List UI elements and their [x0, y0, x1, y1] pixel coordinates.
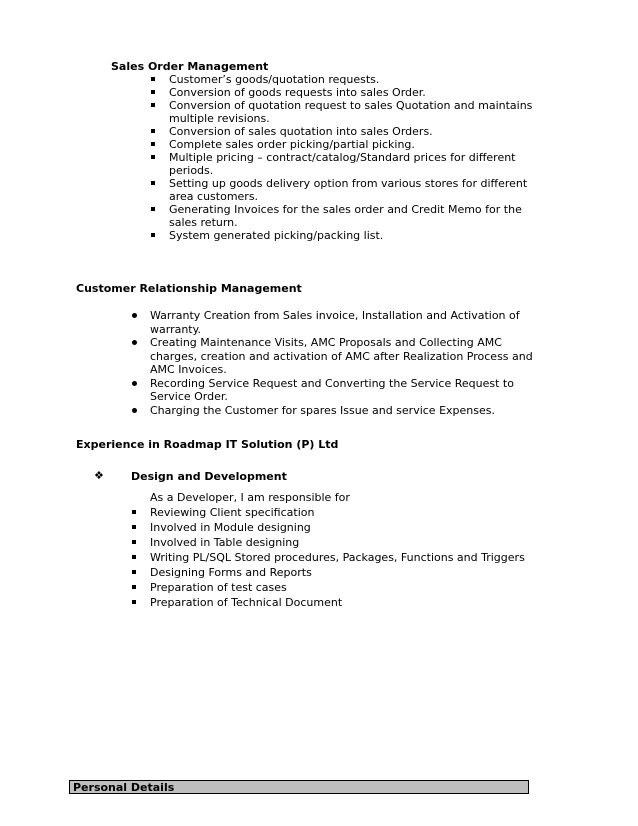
- crm-heading: Customer Relationship Management: [76, 282, 302, 295]
- list-item: Complete sales order picking/partial picking.: [169, 138, 549, 151]
- list-item: Multiple pricing – contract/catalog/Standard prices for different periods.: [169, 151, 549, 177]
- list-item: Preparation of test cases: [150, 580, 550, 595]
- list-item: Designing Forms and Reports: [150, 565, 550, 580]
- list-item: Charging the Customer for spares Issue and service Expenses.: [150, 404, 550, 418]
- personal-details-heading: Personal Details: [73, 781, 175, 794]
- responsibilities-list: [150, 505, 550, 610]
- experience-heading: Experience in Roadmap IT Solution (P) Ltd: [76, 438, 339, 451]
- list-item: Preparation of Technical Document: [150, 595, 550, 610]
- list-item: Customer’s goods/quotation requests.: [169, 73, 549, 86]
- list-item: Conversion of goods requests into sales Order.: [169, 86, 549, 99]
- sales-order-list: [169, 73, 549, 242]
- design-development-subheading: Design and Development: [131, 470, 287, 483]
- list-item: Creating Maintenance Visits, AMC Proposals and Collecting AMC charges, creation and activation of AMC after Realization Process and AMC Invoices.: [150, 336, 550, 377]
- list-item: Recording Service Request and Converting the Service Request to Service Order.: [150, 377, 550, 404]
- diamond-bullet-icon: ❖: [94, 469, 104, 482]
- list-item: Conversion of quotation request to sales Quotation and maintains multiple revisions.: [169, 99, 549, 125]
- list-item: Generating Invoices for the sales order and Credit Memo for the sales return.: [169, 203, 549, 229]
- crm-list: [150, 309, 550, 417]
- personal-details-bar: [69, 780, 529, 794]
- list-item: Conversion of sales quotation into sales Orders.: [169, 125, 549, 138]
- list-item: Reviewing Client specification: [150, 505, 550, 520]
- list-item: Involved in Table designing: [150, 535, 550, 550]
- list-item: System generated picking/packing list.: [169, 229, 549, 242]
- list-item: Writing PL/SQL Stored procedures, Packages, Functions and Triggers: [150, 550, 550, 565]
- list-item: Setting up goods delivery option from various stores for different area customers.: [169, 177, 549, 203]
- list-item: Involved in Module designing: [150, 520, 550, 535]
- sales-order-heading: Sales Order Management: [111, 60, 269, 73]
- experience-intro: As a Developer, I am responsible for: [150, 491, 350, 504]
- list-item: Warranty Creation from Sales invoice, Installation and Activation of warranty.: [150, 309, 550, 336]
